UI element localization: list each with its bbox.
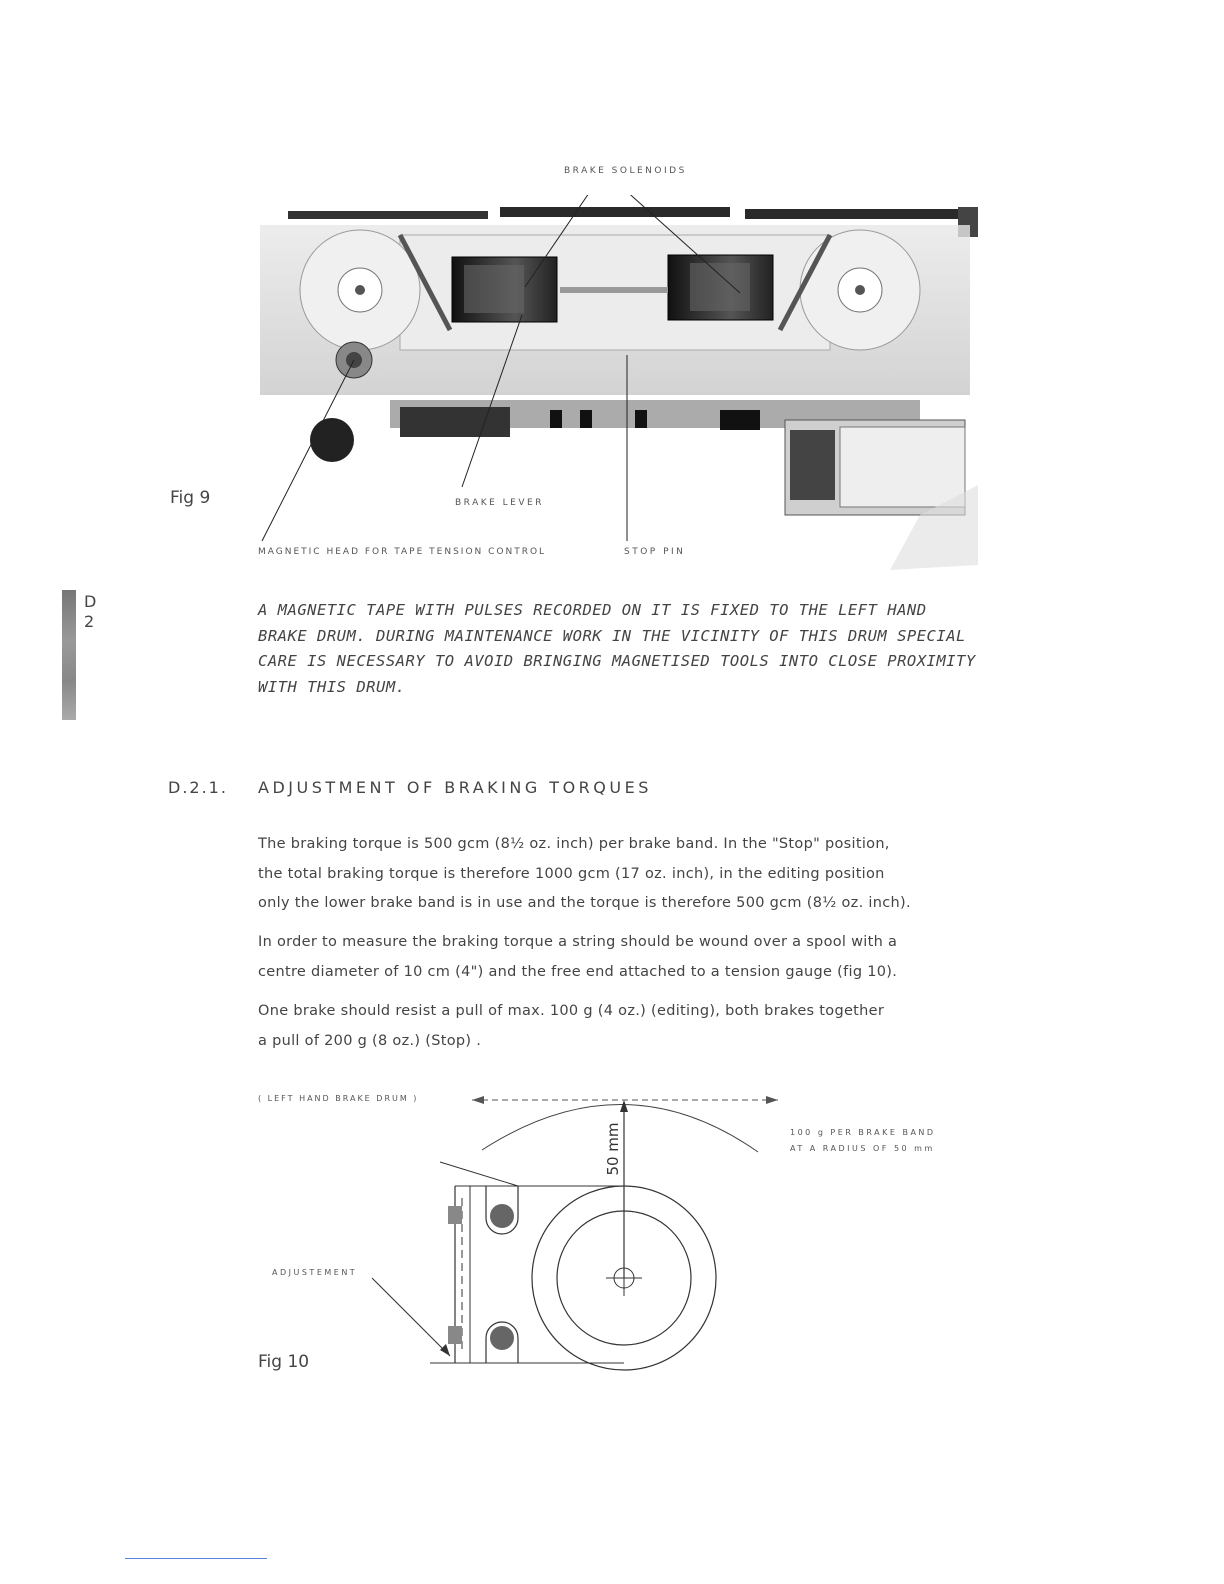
section-title: ADJUSTMENT OF BRAKING TORQUES bbox=[258, 778, 652, 797]
fig9-label: Fig 9 bbox=[170, 488, 211, 508]
warning-line: CARE IS NECESSARY TO AVOID BRINGING MAGNETISED TOOLS INTO CLOSE PROXIMITY bbox=[258, 652, 976, 670]
paragraph-line: a pull of 200 g (8 oz.) (Stop) . bbox=[258, 1032, 482, 1049]
warning-line: A MAGNETIC TAPE WITH PULSES RECORDED ON IT IS FIXED TO THE LEFT HAND bbox=[258, 601, 927, 619]
fig10-diagram bbox=[250, 1088, 970, 1388]
callout-brake-solenoids: BRAKE SOLENOIDS bbox=[564, 166, 687, 176]
paragraph-3 bbox=[258, 997, 1018, 1056]
callout-magnetic-head: MAGNETIC HEAD FOR TAPE TENSION CONTROL bbox=[258, 547, 547, 557]
paragraph-line: One brake should resist a pull of max. 100 g (4 oz.) (editing), both brakes together bbox=[258, 1003, 885, 1019]
paragraph-line: the total braking torque is therefore 1000 gcm (17 oz. inch), in the editing position bbox=[258, 865, 885, 882]
fig10-force-line2: AT A RADIUS OF 50 mm bbox=[790, 1144, 935, 1153]
warning-notice bbox=[258, 598, 1138, 700]
fig10-drum-label: ( LEFT HAND BRAKE DRUM ) bbox=[258, 1094, 419, 1103]
fig10-adjustment-label: ADJUSTEMENT bbox=[272, 1268, 358, 1277]
fig10-dimension: 50 mm bbox=[604, 1122, 622, 1176]
fig10-label: Fig 10 bbox=[258, 1352, 310, 1372]
fig9-photo bbox=[250, 195, 980, 575]
callout-stop-pin: STOP PIN bbox=[624, 547, 686, 557]
fig10-force-line1: 100 g PER BRAKE BAND bbox=[790, 1128, 936, 1137]
paragraph-line: In order to measure the braking torque a string should be wound over a spool with a bbox=[258, 934, 898, 950]
paragraph-2 bbox=[258, 928, 1018, 987]
paragraph-1 bbox=[258, 830, 1018, 919]
callout-brake-lever: BRAKE LEVER bbox=[455, 498, 544, 508]
warning-line: BRAKE DRUM. DURING MAINTENANCE WORK IN THE VICINITY OF THIS DRUM SPECIAL bbox=[258, 626, 966, 645]
side-tab-number: 2 bbox=[84, 612, 95, 631]
footer-rule bbox=[125, 1558, 267, 1559]
warning-line: WITH THIS DRUM. bbox=[258, 677, 406, 696]
side-tab-bar bbox=[62, 590, 76, 720]
side-tab-letter: D bbox=[84, 592, 97, 611]
paragraph-line: centre diameter of 10 cm (4") and the free end attached to a tension gauge (fig 10). bbox=[258, 963, 898, 980]
paragraph-line: only the lower brake band is in use and the torque is therefore 500 gcm (8½ oz. inch). bbox=[258, 895, 911, 911]
section-number: D.2.1. bbox=[168, 778, 228, 797]
paragraph-line: The braking torque is 500 gcm (8½ oz. inch) per brake band. In the "Stop" position, bbox=[258, 836, 890, 852]
